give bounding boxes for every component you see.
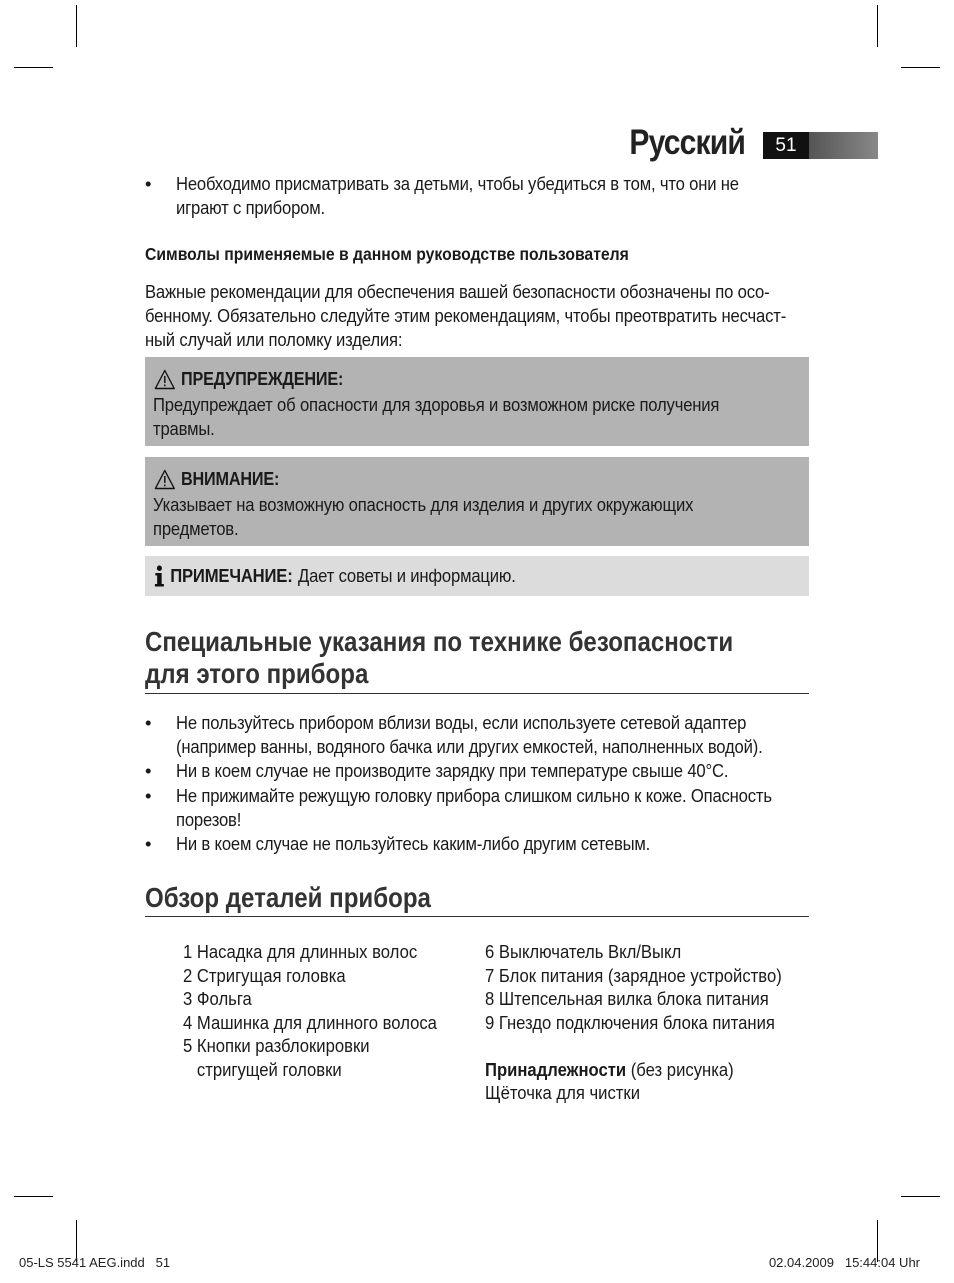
- bullet-text: Ни в коем случае не пользуйтесь каким-либо другим сетевым.: [176, 833, 651, 854]
- list-item: [145, 832, 875, 858]
- accessories-line: [485, 1058, 782, 1082]
- spacer: [485, 1034, 782, 1058]
- header-bar: [809, 132, 878, 159]
- parts-list-left: [183, 940, 437, 1081]
- list-item: 4 Машинка для длинного волоса: [183, 1011, 437, 1033]
- warning-box: [145, 357, 809, 446]
- accessories-item: Щёточка для чистки: [485, 1082, 640, 1103]
- list-item: 7 Блок питания (зарядное устройство): [485, 964, 782, 986]
- bullet-text: Не прижимайте режущую головку прибора слишком сильно к коже. Опасность порезов!: [176, 785, 772, 830]
- warning-triangle-icon: [154, 369, 176, 390]
- caution-title: ВНИМАНИЕ:: [181, 469, 280, 489]
- symbols-paragraph: Важные рекомендации для обеспечения вашей безопасности обозначены по осо- бенному. Обязательно следуйте этим рекомендациям, чтобы преотвратить несчаст- ный случай или поломку изделия:: [145, 281, 787, 350]
- list-item: 9 Гнездо подключения блока питания: [485, 1011, 775, 1033]
- list-item: [145, 172, 875, 222]
- bullet-marker: •: [145, 712, 152, 733]
- note-box: [145, 556, 809, 596]
- bullet-marker: •: [145, 785, 152, 806]
- accessories-note: (без рисунка): [626, 1058, 734, 1080]
- bullet-text: Ни в коем случае не производите зарядку при температуре свыше 40°C.: [176, 760, 729, 781]
- bullet-text: Не пользуйтесь прибором вблизи воды, если используете сетевой адаптер (например ванны, водяного бачка или других емкостей, наполненных водой).: [176, 712, 763, 757]
- caution-text: Указывает на возможную опасность для изделия и других окружающих предметов.: [153, 494, 694, 539]
- note-title: ПРИМЕЧАНИЕ:: [170, 565, 293, 586]
- page-number: 51: [763, 132, 809, 159]
- crop-mark: [14, 67, 53, 68]
- list-item: [145, 759, 875, 785]
- bullet-text: Необходимо присматривать за детьми, чтобы убедиться в том, что они не играют с прибором.: [176, 173, 739, 218]
- warning-text: Предупреждает об опасности для здоровья и возможном риске получения травмы.: [153, 394, 720, 439]
- section-heading: [145, 882, 809, 917]
- list-item: [145, 711, 875, 761]
- accessories-label: Принадлежности: [485, 1058, 627, 1080]
- list-item: [145, 784, 875, 834]
- caution-box: [145, 457, 809, 546]
- crop-mark: [901, 1196, 940, 1197]
- list-item: стригущей головки: [183, 1058, 342, 1080]
- footer-right: 02.04.2009 15:44:04 Uhr: [768, 1255, 920, 1270]
- note-line: [154, 564, 516, 588]
- crop-mark: [14, 1196, 53, 1197]
- list-item: 2 Стригущая головка: [183, 964, 346, 986]
- crop-mark: [76, 5, 77, 47]
- crop-mark: [901, 67, 940, 68]
- list-item: 3 Фольга: [183, 988, 252, 1009]
- safety-heading: Специальные указания по технике безопасности для этого прибора: [145, 626, 734, 689]
- warning-triangle-icon: [154, 469, 176, 490]
- caution-title-line: [154, 467, 279, 491]
- bullet-marker: •: [145, 833, 152, 854]
- page-title: Русский: [629, 123, 745, 162]
- note-text: Дает советы и информацию.: [298, 565, 516, 586]
- warning-title-line: [154, 367, 343, 391]
- info-icon: [154, 565, 165, 587]
- list-item: 5 Кнопки разблокировки: [183, 1035, 370, 1056]
- bullet-marker: •: [145, 760, 152, 781]
- list-item: 1 Насадка для длинных волос: [183, 941, 418, 962]
- warning-title: ПРЕДУПРЕЖДЕНИЕ:: [181, 369, 344, 389]
- section-heading: [145, 626, 809, 694]
- footer-left: 05-LS 5541 AEG.indd 51: [19, 1255, 171, 1270]
- list-item: 8 Штепсельная вилка блока питания: [485, 988, 769, 1009]
- list-item: 6 Выключатель Вкл/Выкл: [485, 941, 682, 962]
- parts-list-right: [485, 940, 782, 1105]
- crop-mark: [877, 5, 878, 47]
- bullet-marker: •: [145, 173, 152, 194]
- overview-heading: Обзор деталей прибора: [145, 882, 431, 913]
- section-subheading: Символы применяемые в данном руководстве пользователя: [145, 244, 629, 264]
